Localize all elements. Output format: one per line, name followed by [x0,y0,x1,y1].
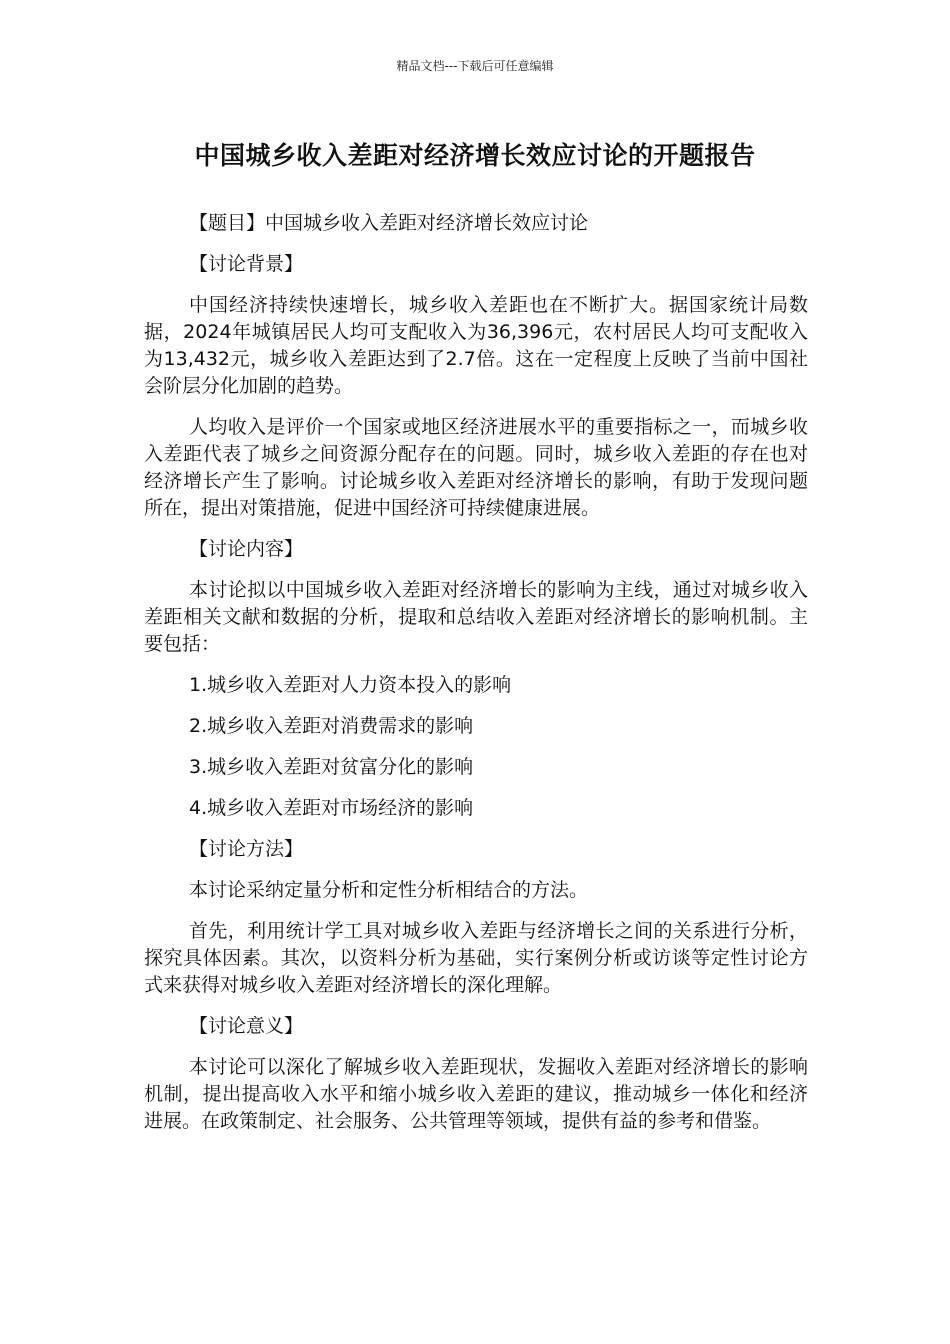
content-list-item-3: 3.城乡收入差距对贫富分化的影响 [189,756,474,778]
content-list-item-2: 2.城乡收入差距对消费需求的影响 [189,715,474,737]
document-title: 中国城乡收入差距对经济增长效应讨论的开题报告 [194,141,756,170]
section-heading-background: 【讨论背景】 [189,253,304,275]
content-list-item-4: 4.城乡收入差距对市场经济的影响 [189,797,474,819]
background-paragraph-1: 中国经济持续快速增长，城乡收入差距也在不断扩大。据国家统计局数据，2024年城镇居民人均可支配收入为36,396元，农村居民人均可支配收入为13,432元，城乡收入差距达到了2.7倍。这在一定程度上反映了当前中国社会阶层分化加剧的趋势。 [144,294,808,397]
section-heading-method: 【讨论方法】 [189,838,304,860]
background-paragraph-2: 人均收入是评价一个国家或地区经济进展水平的重要指标之一，而城乡收入差距代表了城乡之间资源分配存在的问题。同时，城乡收入差距的存在也对经济增长产生了影响。讨论城乡收入差距对经济增长的影响，有助于发现问题所在，提出对策措施，促进中国经济可持续健康进展。 [144,416,808,519]
method-paragraph-2: 首先，利用统计学工具对城乡收入差距与经济增长之间的关系进行分析，探究具体因素。其次，以资料分析为基础，实行案例分析或访谈等定性讨论方式来获得对城乡收入差距对经济增长的深化理解。 [144,920,808,996]
content-intro-paragraph: 本讨论拟以中国城乡收入差距对经济增长的影响为主线，通过对城乡收入差距相关文献和数据的分析，提取和总结收入差距对经济增长的影响机制。主要包括： [144,579,808,655]
document-body [144,210,808,1149]
section-heading-content: 【讨论内容】 [189,538,304,560]
page-header-note: 精品文档---下载后可任意编辑 [396,59,554,73]
section-heading-significance: 【讨论意义】 [189,1015,304,1037]
method-paragraph-1: 本讨论采纳定量分析和定性分析相结合的方法。 [189,879,589,901]
topic-line: 【题目】中国城乡收入差距对经济增长效应讨论 [189,212,589,234]
content-list-item-1: 1.城乡收入差距对人力资本投入的影响 [189,674,512,696]
significance-paragraph: 本讨论可以深化了解城乡收入差距现状，发掘收入差距对经济增长的影响机制，提出提高收入水平和缩小城乡收入差距的建议，推动城乡一体化和经济进展。在政策制定、社会服务、公共管理等领域，提供有益的参考和借鉴。 [144,1056,808,1132]
